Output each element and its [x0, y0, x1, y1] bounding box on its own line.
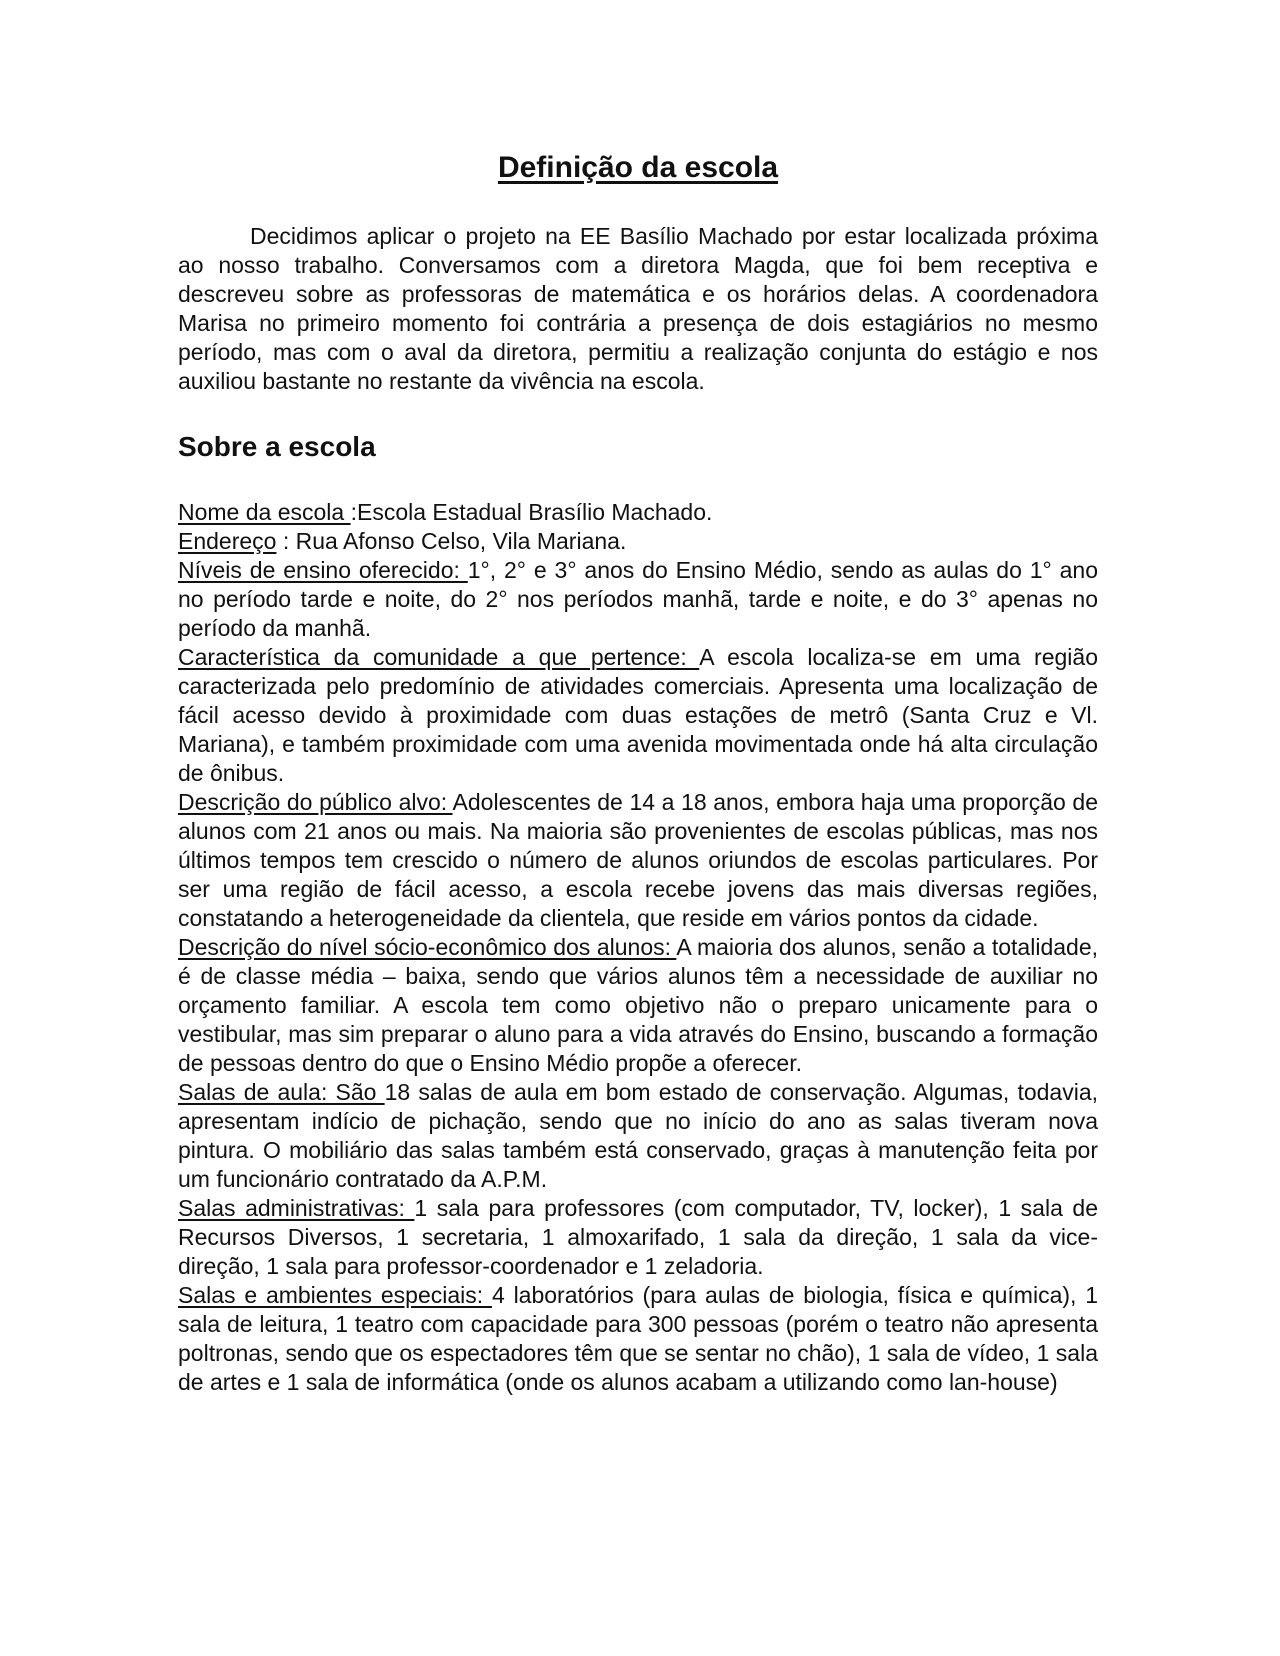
intro-paragraph: Decidimos aplicar o projeto na EE Basílio Machado por estar localizada próxima ao nosso trabalho. Conversamos com a diretora Magda, que foi bem receptiva e descreveu sobre as professoras de matemática e os horários delas. A coordenadora Marisa no primeiro momento foi contrária a presença de dois estagiários no mesmo período, mas com o aval da diretora, permitiu a realização conjunta do estágio e nos auxiliou bastante no restante da vivência na escola. [178, 223, 1098, 394]
field-value: A maioria dos alunos, senão a totalidade, é de classe média – baixa, sendo que vários alunos têm a necessidade de auxiliar no orçamento familiar. A escola tem como objetivo não o preparo unicamente para o vestibular, mas sim preparar o aluno para a vida através do Ensino, buscando a formação de pessoas dentro do que o Ensino Médio propõe a oferecer. [178, 934, 1098, 1076]
field-value: : Rua Afonso Celso, Vila Mariana. [276, 528, 627, 554]
field-education-levels [178, 556, 1098, 643]
field-label: Descrição do público alvo: [178, 789, 453, 815]
school-info-list [178, 498, 1098, 1397]
field-value: 18 salas de aula em bom estado de conservação. Algumas, todavia, apresentam indício de pichação, sendo que no início do ano as salas tiveram nova pintura. O mobiliário das salas também está conservado, graças à manutenção feita por um funcionário contratado da A.P.M. [178, 1079, 1098, 1192]
field-value: 1 sala para professores (com computador, TV, locker), 1 sala de Recursos Diversos, 1 secretaria, 1 almoxarifado, 1 sala da direção, 1 sala da vice-direção, 1 sala para professor-coordenador e 1 zeladoria. [178, 1195, 1099, 1279]
document-page [178, 148, 1098, 1397]
field-socioeconomic-level [178, 933, 1098, 1078]
field-administrative-rooms [178, 1194, 1098, 1281]
field-value: Adolescentes de 14 a 18 anos, embora haja uma proporção de alunos com 21 anos ou mais. Na maioria são provenientes de escolas públicas, mas nos últimos tempos tem crescido o número de alunos oriundos de escolas particulares. Por ser uma região de fácil acesso, a escola recebe jovens das mais diversas regiões, constatando a heterogeneidade da clientela, que reside em vários pontos da cidade. [178, 789, 1098, 931]
field-label: Nome da escola [178, 499, 351, 525]
field-label: Descrição do nível sócio-econômico dos alunos: [178, 934, 677, 960]
field-special-rooms [178, 1281, 1098, 1397]
field-classrooms [178, 1078, 1098, 1194]
document-title: Definição da escola [497, 151, 779, 184]
field-value: 4 laboratórios (para aulas de biologia, física e química), 1 sala de leitura, 1 teatro com capacidade para 300 pessoas (porém o teatro não apresenta poltronas, sendo que os espectadores têm que se sentar no chão), 1 sala de vídeo, 1 sala de artes e 1 sala de informática (onde os alunos acabam a utilizando como lan-house) [178, 1282, 1099, 1395]
field-label: Endereço [178, 528, 277, 554]
field-value: 1°, 2° e 3° anos do Ensino Médio, sendo as aulas do 1° ano no período tarde e noite, do 2° nos períodos manhã, tarde e noite, e do 3° apenas no período da manhã. [178, 557, 1098, 641]
field-label: Salas e ambientes especiais: [178, 1282, 492, 1308]
field-label: Salas de aula: São [178, 1079, 385, 1105]
field-community [178, 643, 1098, 788]
field-target-audience [178, 788, 1098, 933]
field-label: Níveis de ensino oferecido: [178, 557, 468, 583]
field-label: Salas administrativas: [178, 1195, 415, 1221]
field-value: A escola localiza-se em uma região caracterizada pelo predomínio de atividades comerciais. Apresenta uma localização de fácil acesso devido à proximidade com duas estações de metrô (Santa Cruz e Vl. Mariana), e também proximidade com uma avenida movimentada onde há alta circulação de ônibus. [178, 644, 1098, 786]
field-address [178, 527, 1098, 556]
field-label: Característica da comunidade a que pertence: [178, 644, 700, 670]
field-school-name [178, 498, 1098, 527]
section-heading: Sobre a escola [178, 431, 376, 462]
field-value: :Escola Estadual Brasílio Machado. [350, 499, 713, 525]
